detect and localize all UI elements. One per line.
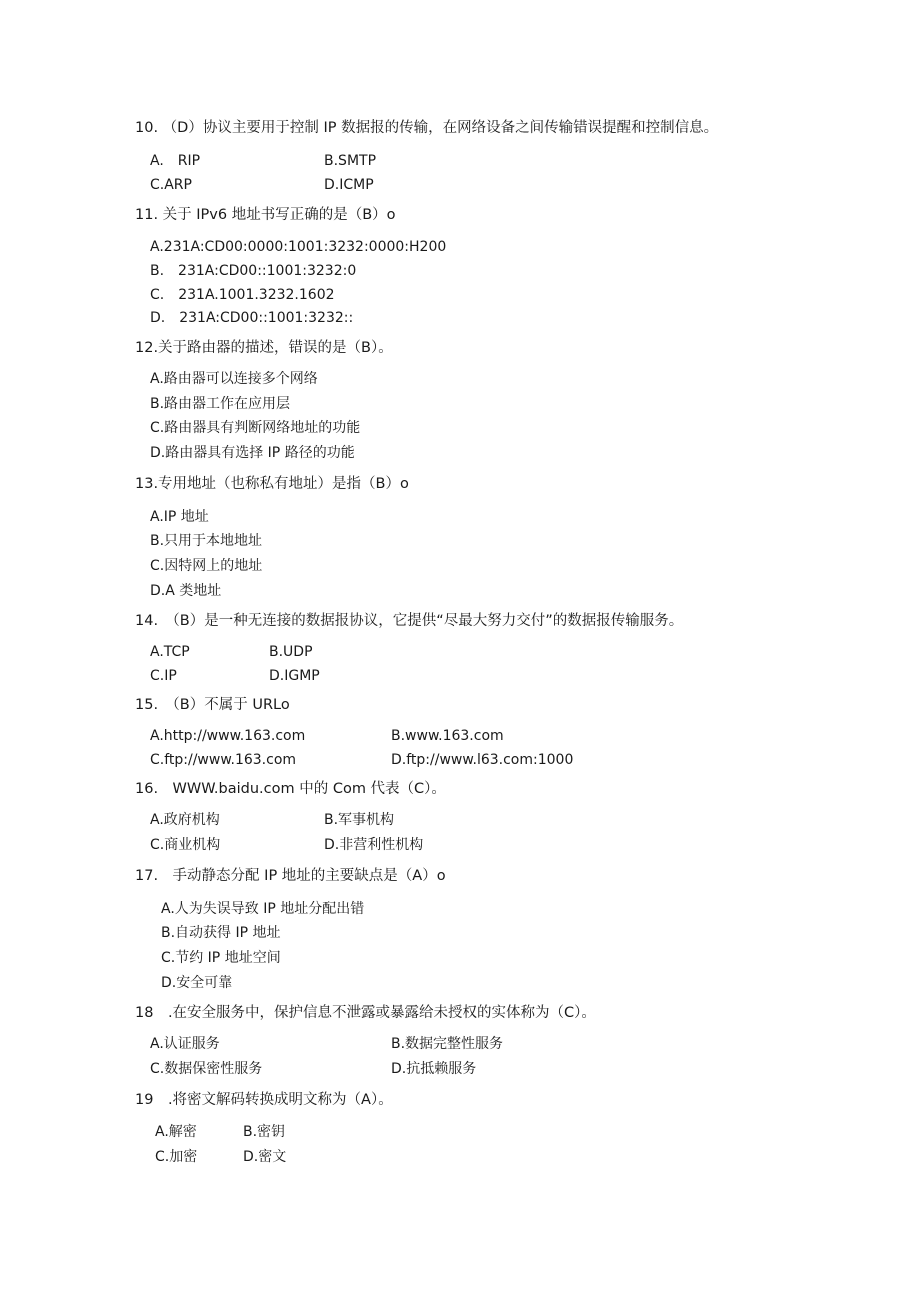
question-19-stem: 19 .将密文解码转换成明文称为（A）。	[135, 1092, 393, 1108]
question-13-stem: 13.专用地址（也称私有地址）是指（B）o	[135, 476, 409, 492]
question-13-option-d: D.A 类地址	[150, 583, 222, 599]
question-18-option-a: A.认证服务	[150, 1036, 220, 1052]
question-18-stem: 18 .在安全服务中，保护信息不泄露或暴露给未授权的实体称为（C）。	[135, 1005, 596, 1021]
question-19-option-d: D.密文	[243, 1149, 287, 1165]
question-16-option-c: C.商业机构	[150, 837, 221, 853]
question-15-option-b: B.www.163.com	[391, 728, 504, 744]
question-19-option-a: A.解密	[155, 1124, 197, 1140]
question-18-option-d: D.抗抵赖服务	[391, 1061, 477, 1077]
question-15-stem: 15. （B）不属于 URLo	[135, 697, 290, 713]
question-12-option-b: B.路由器工作在应用层	[150, 396, 291, 412]
question-17-option-d: D.安全可靠	[161, 975, 233, 991]
question-15-option-c: C.ftp://www.163.com	[150, 752, 297, 768]
question-16-stem: 16. WWW.baidu.com 中的 Com 代表（C）。	[135, 781, 446, 797]
question-16-option-d: D.非营利性机构	[324, 837, 424, 853]
question-18-option-b: B.数据完整性服务	[391, 1036, 504, 1052]
question-11-option-c: C. 231A.1001.3232.1602	[150, 287, 335, 303]
question-10-option-c: C.ARP	[150, 177, 192, 193]
question-13-option-c: C.因特网上的地址	[150, 558, 263, 574]
question-16-option-b: B.军事机构	[324, 812, 395, 828]
question-10-option-d: D.ICMP	[324, 177, 374, 193]
question-16-option-a: A.政府机构	[150, 812, 220, 828]
question-14-option-a: A.TCP	[150, 644, 190, 660]
question-10-stem: 10. （D）协议主要用于控制 IP 数据报的传输，在网络设备之间传输错误提醒和控制信息。	[135, 120, 719, 136]
question-13-option-a: A.IP 地址	[150, 509, 209, 525]
question-14-option-d: D.IGMP	[269, 668, 320, 684]
question-19-option-c: C.加密	[155, 1149, 198, 1165]
question-14-option-c: C.IP	[150, 668, 177, 684]
question-10-option-b: B.SMTP	[324, 153, 377, 169]
question-11-option-d: D. 231A:CD00::1001:3232::	[150, 310, 354, 326]
question-15-option-d: D.ftp://www.l63.com:1000	[391, 752, 574, 768]
question-17-option-a: A.人为失误导致 IP 地址分配出错	[161, 901, 365, 917]
question-17-option-c: C.节约 IP 地址空间	[161, 950, 281, 966]
question-11-option-a: A.231A:CD00:0000:1001:3232:0000:H200	[150, 239, 447, 255]
question-12-option-c: C.路由器具有判断网络地址的功能	[150, 420, 361, 436]
question-17-option-b: B.自动获得 IP 地址	[161, 925, 281, 941]
question-12-option-d: D.路由器具有选择 IP 路径的功能	[150, 445, 355, 461]
question-14-option-b: B.UDP	[269, 644, 313, 660]
question-18-option-c: C.数据保密性服务	[150, 1061, 263, 1077]
question-11-option-b: B. 231A:CD00::1001:3232:0	[150, 263, 357, 279]
question-10-option-a: A. RIP	[150, 153, 201, 169]
question-19-option-b: B.密钥	[243, 1124, 286, 1140]
question-12-stem: 12.关于路由器的描述，错误的是（B）。	[135, 340, 393, 356]
question-12-option-a: A.路由器可以连接多个网络	[150, 371, 318, 387]
question-13-option-b: B.只用于本地地址	[150, 533, 263, 549]
question-11-stem: 11. 关于 IPv6 地址书写正确的是（B）o	[135, 207, 396, 223]
question-15-option-a: A.http://www.163.com	[150, 728, 306, 744]
question-17-stem: 17. 手动静态分配 IP 地址的主要缺点是（A）o	[135, 868, 446, 884]
question-14-stem: 14. （B）是一种无连接的数据报协议，它提供“尽最大努力交付”的数据报传输服务。	[135, 613, 684, 629]
